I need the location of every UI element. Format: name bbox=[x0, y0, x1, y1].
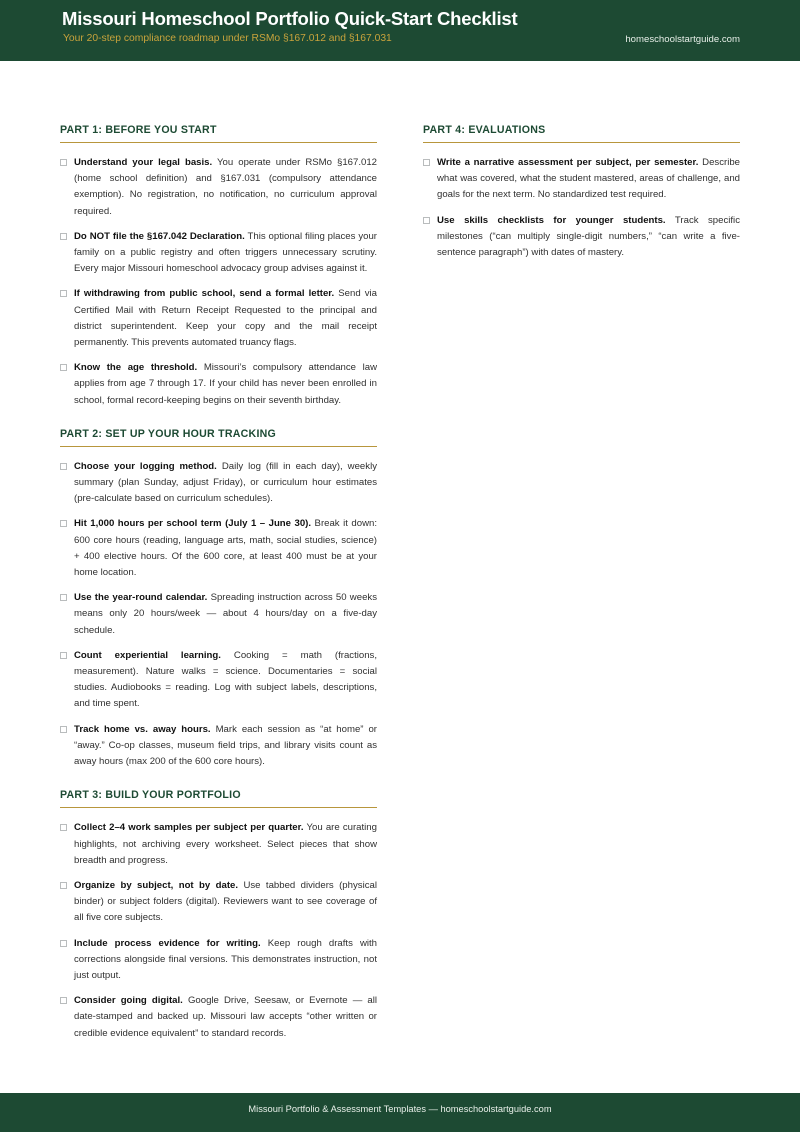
checklist-item[interactable] bbox=[60, 590, 377, 639]
checklist-item[interactable] bbox=[423, 155, 740, 204]
checkbox-icon[interactable] bbox=[60, 726, 67, 733]
checklist-item-lead: Understand your legal basis. bbox=[74, 157, 213, 168]
checklist-item-text bbox=[74, 936, 377, 985]
checklist-item-lead: Write a narrative assessment per subject, per semester. bbox=[437, 157, 699, 168]
checklist-item[interactable] bbox=[60, 360, 377, 409]
checklist-item-lead: Choose your logging method. bbox=[74, 460, 217, 472]
checklist-item-text bbox=[74, 229, 377, 278]
checkbox-icon[interactable] bbox=[423, 159, 430, 166]
checklist-item[interactable] bbox=[423, 213, 740, 262]
checklist-item-text bbox=[74, 878, 377, 927]
checklist-item-text bbox=[74, 820, 377, 869]
checklist-item-body: Send via Certified Mail with Return Receipt Requested to the principal and district superintendent. Keep your copy and the mail receipt permanently. This prevents automated truancy flags. bbox=[74, 288, 378, 349]
checklist-item[interactable] bbox=[60, 878, 377, 927]
page-footer bbox=[0, 1093, 800, 1132]
checklist-item-body: Missouri’s compulsory attendance law applies from age 7 through 17. If your child has never been enrolled in school, formal record-keeping begins on their seventh birthday. bbox=[74, 362, 378, 406]
checklist-item-lead: Consider going digital. bbox=[74, 995, 183, 1007]
checkbox-icon[interactable] bbox=[60, 290, 67, 297]
checklist-item[interactable] bbox=[60, 459, 377, 508]
checklist-section bbox=[60, 428, 377, 770]
checklist-item-text bbox=[74, 590, 377, 639]
checklist-item-lead: Do NOT file the §167.042 Declaration. bbox=[74, 230, 245, 242]
checklist-item-lead: Collect 2–4 work samples per subject per quarter. bbox=[74, 822, 304, 834]
checklist-item-text bbox=[74, 155, 377, 220]
checklist-item-body: Google Drive, Seesaw, or Evernote — all date-stamped and backed up. Missouri law accepts “other written or credible evidence equivalent” to standard records. bbox=[74, 995, 377, 1039]
checklist-item[interactable] bbox=[60, 155, 377, 220]
checklist-item-body: Keep rough drafts with corrections alongside final versions. This demonstrates instruction, not just output. bbox=[74, 937, 378, 981]
checklist-item-text bbox=[74, 648, 377, 713]
checkbox-icon[interactable] bbox=[60, 997, 67, 1004]
checklist-item-body: Daily log (fill in each day), weekly summary (plan Sunday, adjust Friday), or curriculum hour estimates (pre-calculate based on curriculum schedules). bbox=[74, 460, 377, 505]
checkbox-icon[interactable] bbox=[60, 652, 67, 659]
checklist-item-lead: Use the year-round calendar. bbox=[74, 592, 208, 604]
checklist-item-body: Spreading instruction across 50 weeks means only 20 hours/week — about 4 hours/day on a five-day schedule. bbox=[74, 592, 377, 636]
checklist-item-body: Mark each session as “at home” or “away.” Co-op classes, museum field trips, and library visits count as away hours (max 200 of the 600 core hours). bbox=[74, 723, 377, 768]
footer-text: Missouri Portfolio & Assessment Templates — homeschoolstartguide.com bbox=[248, 1104, 552, 1114]
checklist-item-text bbox=[74, 516, 377, 581]
checklist-section bbox=[60, 789, 377, 1041]
checklist-item-body: Describe what was covered, what the student mastered, areas of challenge, and goals for the next term. No standardized test required. bbox=[437, 157, 741, 201]
checklist-item-body: Break it down: 600 core hours (reading, language arts, math, social studies, science) + 400 elective hours. Of the 600 core, at least 400 must be at your home location. bbox=[74, 518, 377, 579]
checklist-section bbox=[60, 124, 377, 409]
checkbox-icon[interactable] bbox=[60, 364, 67, 371]
checklist-item[interactable] bbox=[60, 648, 377, 713]
checklist-item-text bbox=[437, 155, 740, 204]
checklist-item-text bbox=[74, 722, 377, 771]
checklist-item-lead: Hit 1,000 hours per school term (July 1 – June 30). bbox=[74, 518, 312, 530]
checkbox-icon[interactable] bbox=[60, 594, 67, 601]
checklist-item[interactable] bbox=[60, 993, 377, 1042]
checkbox-icon[interactable] bbox=[60, 233, 67, 240]
checklist-item-lead: If withdrawing from public school, send a formal letter. bbox=[74, 288, 335, 300]
checkbox-icon[interactable] bbox=[60, 520, 67, 527]
left-column bbox=[60, 124, 377, 1042]
checklist-item-lead: Include process evidence for writing. bbox=[74, 937, 261, 949]
checkbox-icon[interactable] bbox=[60, 824, 67, 831]
checklist-item[interactable] bbox=[60, 936, 377, 985]
checklist-item-body: This optional filing places your family on a public registry and often triggers unnecessary scrutiny. Every major Missouri homeschool advocacy group advises against it. bbox=[74, 230, 377, 275]
checklist-item-text bbox=[74, 286, 377, 351]
header-site-url: homeschoolstartguide.com bbox=[625, 34, 740, 45]
checklist-item-body: Track specific milestones (“can multiply single-digit numbers,” “can write a five-sentence paragraph”) with dates of mastery. bbox=[437, 214, 740, 259]
checklist-item-lead: Track home vs. away hours. bbox=[74, 723, 211, 735]
checklist-item-body: Use tabbed dividers (physical binder) or subject folders (digital). Reviewers want to see coverage of all five core subjects. bbox=[74, 879, 377, 924]
section-title: PART 1: BEFORE YOU START bbox=[60, 124, 377, 143]
checkbox-icon[interactable] bbox=[60, 159, 67, 166]
checklist-item-text bbox=[437, 213, 740, 262]
checklist-item-body: You are curating highlights, not archiving every worksheet. Select pieces that show breadth and progress. bbox=[74, 822, 377, 866]
checklist-item-lead: Organize by subject, not by date. bbox=[74, 879, 239, 891]
checklist-item-text bbox=[74, 459, 377, 508]
checklist-item-lead: Know the age threshold. bbox=[74, 362, 198, 374]
checklist-item-lead: Count experiential learning. bbox=[74, 649, 221, 661]
checklist-item[interactable] bbox=[60, 722, 377, 771]
checklist-item[interactable] bbox=[60, 286, 377, 351]
checklist-item-lead: Use skills checklists for younger students. bbox=[437, 214, 666, 226]
page-title: Missouri Homeschool Portfolio Quick-Start Checklist bbox=[62, 8, 518, 29]
checkbox-icon[interactable] bbox=[60, 463, 67, 470]
section-title: PART 3: BUILD YOUR PORTFOLIO bbox=[60, 789, 377, 808]
section-title: PART 2: SET UP YOUR HOUR TRACKING bbox=[60, 428, 377, 447]
checklist-item[interactable] bbox=[60, 229, 377, 278]
checklist-item-text bbox=[74, 993, 377, 1042]
page-subtitle: Your 20-step compliance roadmap under RSMo §167.012 and §167.031 bbox=[63, 33, 392, 44]
checkbox-icon[interactable] bbox=[60, 882, 67, 889]
checklist-item[interactable] bbox=[60, 516, 377, 581]
section-title: PART 4: EVALUATIONS bbox=[423, 124, 740, 143]
checklist-item-body: Cooking = math (fractions, measurement). Nature walks = science. Documentaries = social studies. Audiobooks = reading. Log with subject labels, descriptions, and time spent. bbox=[74, 649, 378, 710]
checklist-item-body: You operate under RSMo §167.012 (home school definition) and §167.031 (compulsory attendance exemption). No registration, no notification, no curriculum approval required. bbox=[74, 157, 377, 217]
checkbox-icon[interactable] bbox=[423, 217, 430, 224]
page-header bbox=[0, 0, 800, 61]
checklist-item[interactable] bbox=[60, 820, 377, 869]
right-column bbox=[423, 124, 740, 261]
checkbox-icon[interactable] bbox=[60, 940, 67, 947]
checklist-section bbox=[423, 124, 740, 261]
checklist-item-text bbox=[74, 360, 377, 409]
